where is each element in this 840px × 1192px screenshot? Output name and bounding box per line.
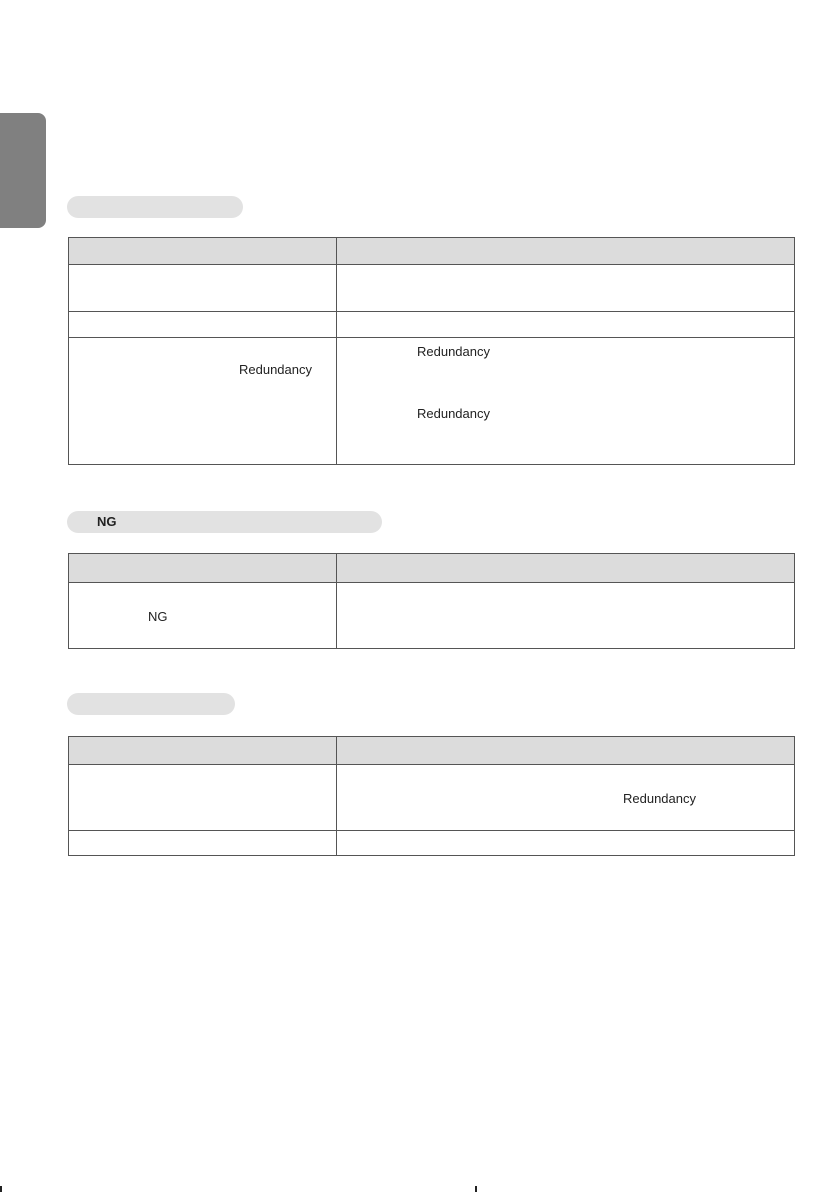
table-cell bbox=[69, 583, 337, 649]
section-2-table bbox=[68, 553, 795, 649]
redundancy-term: Redundancy bbox=[239, 362, 312, 377]
table-row bbox=[69, 831, 795, 856]
table-cell bbox=[69, 831, 337, 856]
header-cell-left bbox=[69, 238, 337, 265]
table-cell bbox=[337, 265, 795, 312]
redundancy-term: Redundancy bbox=[623, 791, 696, 806]
table-row bbox=[69, 765, 795, 831]
table-cell bbox=[337, 583, 795, 649]
table-row bbox=[69, 312, 795, 338]
language-side-tab bbox=[0, 113, 46, 228]
table-cell bbox=[69, 265, 337, 312]
table-cell bbox=[337, 338, 795, 465]
table-cell bbox=[69, 765, 337, 831]
table-cell bbox=[337, 831, 795, 856]
table-cell bbox=[69, 338, 337, 465]
table-header-row bbox=[69, 737, 795, 765]
table-cell bbox=[337, 312, 795, 338]
section-1-heading bbox=[67, 196, 243, 218]
section-3-table bbox=[68, 736, 795, 856]
section-2-heading: NG bbox=[67, 511, 382, 533]
page-edge-mark bbox=[475, 1186, 477, 1192]
table-row bbox=[69, 583, 795, 649]
header-cell-right bbox=[337, 737, 795, 765]
table-header-row bbox=[69, 238, 795, 265]
page-edge-mark bbox=[0, 1186, 2, 1192]
table-header-row bbox=[69, 554, 795, 583]
table-cell bbox=[69, 312, 337, 338]
header-cell-right bbox=[337, 238, 795, 265]
header-cell-right bbox=[337, 554, 795, 583]
section-3-heading bbox=[67, 693, 235, 715]
redundancy-term: Redundancy bbox=[417, 406, 490, 421]
header-cell-left bbox=[69, 554, 337, 583]
table-cell bbox=[337, 765, 795, 831]
header-cell-left bbox=[69, 737, 337, 765]
table-row bbox=[69, 338, 795, 465]
table-row bbox=[69, 265, 795, 312]
section-1-table bbox=[68, 237, 795, 465]
ng-term: NG bbox=[148, 609, 168, 624]
redundancy-term: Redundancy bbox=[417, 344, 490, 359]
